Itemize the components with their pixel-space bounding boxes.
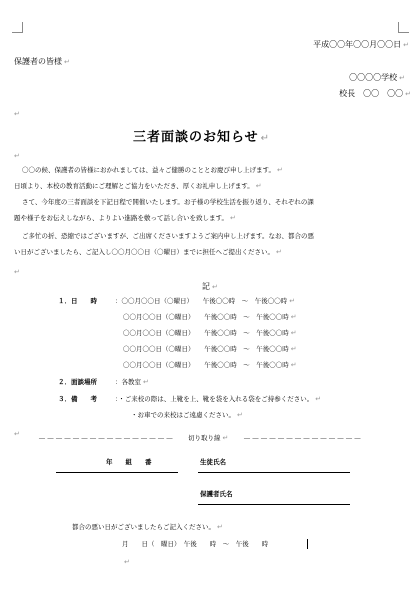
recipient-line: 保護者の皆様 ↵	[14, 57, 70, 66]
body-line: ご多忙の折、恐縮ではございますが、ご出席くださいますようご案内申し上げます。なお、都合の悪	[22, 232, 314, 240]
body-line: 日頃より、本校の教育活動にご理解とご協力をいただき、厚くお礼申し上げます。 ↵	[14, 182, 262, 190]
guardian-name-label: 保護者氏名	[200, 490, 233, 498]
date-label: １．日 時	[58, 297, 97, 305]
school-name: 〇〇〇〇学校 ↵	[349, 73, 405, 82]
cut-line-left: －－－－－－－－－－－－－－－－	[38, 434, 174, 443]
place-label: ２．面談場所	[58, 378, 97, 386]
crop-mark	[12, 22, 23, 33]
schedule-row: ：〇〇月〇〇日（〇曜日） 午後〇〇時 ～ 午後〇〇時 ↵	[115, 297, 296, 305]
form-request-text: 都合の悪い日がございましたらご記入ください。 ↵	[72, 523, 223, 531]
paragraph-mark: ↵	[14, 152, 20, 160]
grade-class-underline	[56, 472, 178, 473]
cut-line-right: －－－－－－－－－－－－－－	[243, 434, 362, 443]
schedule-row: 〇〇月〇〇日（〇曜日） 午後〇〇時 ～ 午後〇〇時 ↵	[123, 329, 297, 337]
student-name-underline	[198, 472, 350, 473]
body-line: 題や様子をお伝えしながら、よりよい進路を敷って話し合いを致します。 ↵	[14, 214, 236, 222]
principal-name: 校長 〇〇 〇〇 ↵	[339, 89, 411, 98]
schedule-row: 〇〇月〇〇日（〇曜日） 午後〇〇時 ～ 午後〇〇時 ↵	[123, 345, 297, 353]
schedule-row: 〇〇月〇〇日（〇曜日） 午後〇〇時 ～ 午後〇〇時 ↵	[123, 361, 297, 369]
crop-mark	[398, 22, 409, 33]
paragraph-mark: ↵	[14, 268, 20, 276]
remarks-label: ３．備 考	[58, 395, 97, 403]
remarks-line: ：・ご来校の際は、上靴を上、靴を袋を入れる袋をご持参ください。 ↵	[115, 395, 322, 403]
cut-line-label: 切り取り線 ↵	[188, 434, 229, 442]
place-value: ：各教室 ↵	[115, 378, 149, 386]
body-line: 〇〇の候、保護者の皆様におかれましては、益々ご健勝のこととお慶び申し上げます。 ↵	[22, 166, 283, 174]
unavailable-date-line: 月 日（ 曜日） 午後 時 ～ 午後 時	[122, 540, 269, 548]
body-line: さて、今年度の三者面談を下記日程で開催いたします。お子様の学校生活を振り返り、それぞれの課	[22, 198, 314, 206]
grade-class-label: 年 組 番	[106, 458, 152, 466]
text-cursor	[307, 539, 308, 549]
paragraph-mark: ↵	[14, 430, 20, 438]
ki-heading: 記 ↵	[202, 282, 218, 291]
document-date: 平成〇〇年〇〇月〇〇日 ↵	[313, 40, 409, 49]
paragraph-mark: ↵	[14, 110, 20, 118]
remarks-line: ・お車での来校はご遠慮ください。 ↵	[131, 411, 243, 419]
guardian-name-underline	[198, 504, 350, 505]
body-line: い日がございましたら、ご記入し〇〇月〇〇日（〇曜日）までに担任へご提出ください。 ↵	[14, 248, 282, 256]
document-title: 三者面談のお知らせ ↵	[133, 130, 271, 145]
schedule-row: 〇〇月〇〇日（〇曜日） 午後〇〇時 ～ 午後〇〇時 ↵	[123, 313, 297, 321]
paragraph-mark: ↵	[124, 558, 130, 566]
student-name-label: 生徒氏名	[200, 458, 226, 466]
